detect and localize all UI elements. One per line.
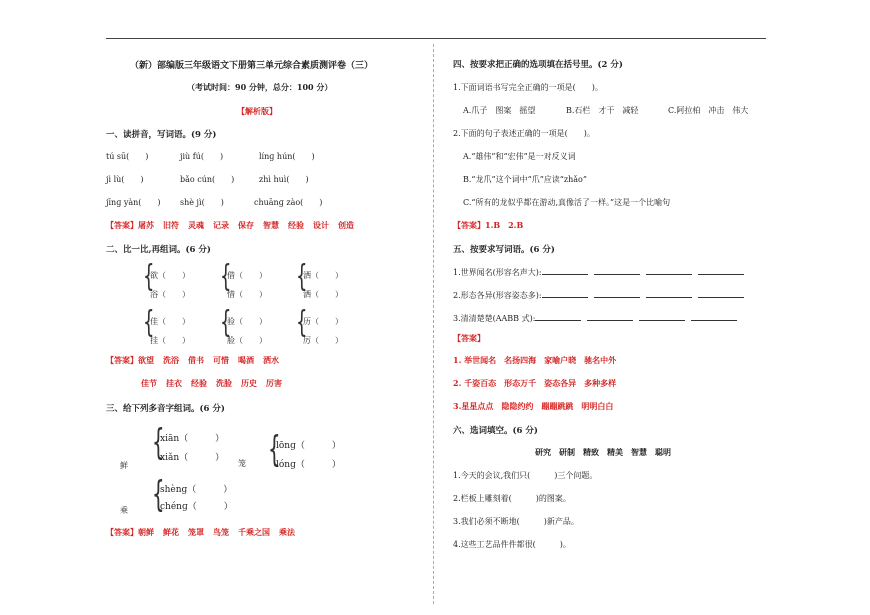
q3-readings: shènɡ（ ） chénɡ（ ）: [160, 485, 233, 512]
answer-tag: 【答案】: [106, 355, 138, 365]
q5-item: 2.形态各异(形容姿态多):: [453, 289, 750, 301]
brace-icon: {: [268, 429, 281, 470]
answer-word: 鲜花: [163, 527, 179, 537]
q1-answer: [106, 220, 363, 231]
answer-word: 记录: [213, 220, 229, 230]
answer-tag: 【答案】: [106, 220, 138, 230]
q4-question: 1.下面词语书写完全正确的一项是( )。: [453, 83, 603, 92]
answer-word: 设计: [313, 220, 329, 230]
brace-icon: {: [143, 259, 155, 294]
page-title: （新）部编版三年级语文下册第三单元综合素质测评卷（三）: [130, 61, 374, 71]
answer-word: 洗脸: [216, 378, 232, 388]
answer-word: 智慧: [263, 220, 279, 230]
answer-word: 朝鲜: [138, 527, 154, 537]
answer-word: 佳节: [141, 378, 157, 388]
answer-word: 乘法: [279, 527, 295, 537]
q3-char: 鲜: [120, 461, 128, 470]
q1-item: chuānɡ zào( ): [254, 198, 323, 207]
q2-pair: 借（ ） 惜（ ）: [227, 271, 267, 299]
q5-answer: 1. 举世闻名 名扬四海 家喻户晓 驰名中外: [453, 355, 617, 365]
brace-icon: {: [220, 259, 232, 294]
q5-answer: 3.星星点点 隐隐约约 蹦蹦跳跳 明明白白: [453, 401, 614, 411]
q4-option: B.石栏 才干 减轻: [566, 106, 639, 115]
q6-heading: 六、选词填空。(6 分): [453, 426, 538, 436]
q1-item: zhì huì( ): [259, 175, 309, 184]
answer-word: 借书: [188, 355, 204, 365]
q6-item: 2.栏板上雕刻着( )的图案。: [453, 494, 571, 503]
q2-answer-row2: [141, 378, 291, 389]
q2-pair: 欲（ ） 浴（ ）: [150, 271, 190, 299]
answer-word: 喝酒: [238, 355, 254, 365]
q1-item: jiù fú( ): [180, 152, 224, 161]
q2-pair: 历（ ） 厉（ ）: [303, 317, 343, 345]
q1-item: jì lù( ): [106, 175, 144, 184]
q6-item: 1.今天的会议,我们只( )三个问题。: [453, 471, 598, 480]
q1-item: shè jì( ): [180, 198, 224, 207]
answer-word: 灵魂: [188, 220, 204, 230]
q2-answer-row1: [106, 355, 288, 366]
top-rule: [106, 38, 766, 39]
q3-answer: [106, 527, 304, 538]
answer-tag: 【答案】: [453, 333, 485, 343]
brace-icon: {: [152, 422, 165, 463]
brace-icon: {: [296, 305, 308, 340]
answer-word: 屠苏: [138, 220, 154, 230]
q6-item: 3.我们必须不断地( )新产品。: [453, 517, 579, 526]
q6-word-bank: 研究 研制 精致 精美 智慧 聪明: [535, 447, 671, 457]
q3-heading: 三、给下列多音字组词。(6 分): [106, 404, 225, 414]
column-divider: [433, 44, 434, 604]
q2-pair: 验（ ） 脸（ ）: [227, 317, 267, 345]
answer-word: 厉害: [266, 378, 282, 388]
q5-item: 1.世界闻名(形容名声大):: [453, 266, 750, 278]
q5-answer: 2. 千姿百态 形态万千 姿态各异 多种多样: [453, 378, 617, 388]
answer-word: 经验: [191, 378, 207, 388]
q4-option: C.“所有的龙似乎都在游动,真像活了一样。”这是一个比喻句: [463, 198, 671, 207]
answer-word: 创造: [338, 220, 354, 230]
brace-icon: {: [220, 305, 232, 340]
q1-item: línɡ hún( ): [259, 152, 315, 161]
q4-option: B.“龙爪”这个词中“爪”应读“zhǎo”: [463, 175, 587, 184]
q2-pair: 洒（ ） 洒（ ）: [303, 271, 343, 299]
q4-question: 2.下面的句子表述正确的一项是( )。: [453, 129, 595, 138]
q5-heading: 五、按要求写词语。(6 分): [453, 245, 555, 255]
q1-heading: 一、读拼音，写词语。(9 分): [106, 130, 217, 140]
q1-item: tú sū( ): [106, 152, 149, 161]
q3-readings: xiān（ ） xiǎn（ ）: [160, 434, 225, 463]
answer-tag: 【答案】: [106, 527, 138, 537]
brace-icon: {: [143, 305, 155, 340]
q3-char: 乘: [120, 506, 128, 515]
answer-word: 笼罩: [188, 527, 204, 537]
answer-word: 旧符: [163, 220, 179, 230]
brace-icon: {: [296, 259, 308, 294]
version-label: 【解析版】: [237, 106, 277, 116]
answer-tag: 【答案】: [453, 220, 485, 230]
answer-word: 经验: [288, 220, 304, 230]
brace-icon: {: [152, 474, 165, 515]
answer-word: 可惜: [213, 355, 229, 365]
answer-word: 1.B 2.B: [485, 220, 524, 230]
q3-readings: lōnɡ（ ） lónɡ（ ）: [276, 441, 341, 470]
answer-word: 鸟笼: [213, 527, 229, 537]
q1-item: bǎo cún( ): [180, 175, 235, 184]
answer-word: 历史: [241, 378, 257, 388]
answer-word: 挂衣: [166, 378, 182, 388]
q2-pair: 佳（ ） 挂（ ）: [150, 317, 190, 345]
q6-item: 4.这些工艺品件件都很( )。: [453, 540, 571, 549]
q4-option: A.“雄伟”和“宏伟”是一对反义词: [463, 152, 576, 161]
q4-answer: [453, 220, 523, 231]
q4-option: C.阿拉柏 冲击 伟大: [668, 106, 749, 115]
answer-word: 千乘之国: [238, 527, 270, 537]
q2-heading: 二、比一比,再组词。(6 分): [106, 245, 211, 255]
q4-option: A.爪子 图案 摇望: [463, 106, 536, 115]
q4-heading: 四、按要求把正确的选项填在括号里。(2 分): [453, 60, 623, 70]
answer-word: 保存: [238, 220, 254, 230]
exam-info: （考试时间：90 分钟，总分：100 分）: [187, 82, 333, 92]
answer-word: 洗浴: [163, 355, 179, 365]
q1-item: jīnɡ yàn( ): [106, 198, 161, 207]
q5-item: 3.清清楚楚(AABB 式):: [453, 312, 743, 324]
answer-word: 洒水: [263, 355, 279, 365]
q3-char: 笼: [238, 459, 246, 468]
answer-word: 欲望: [138, 355, 154, 365]
